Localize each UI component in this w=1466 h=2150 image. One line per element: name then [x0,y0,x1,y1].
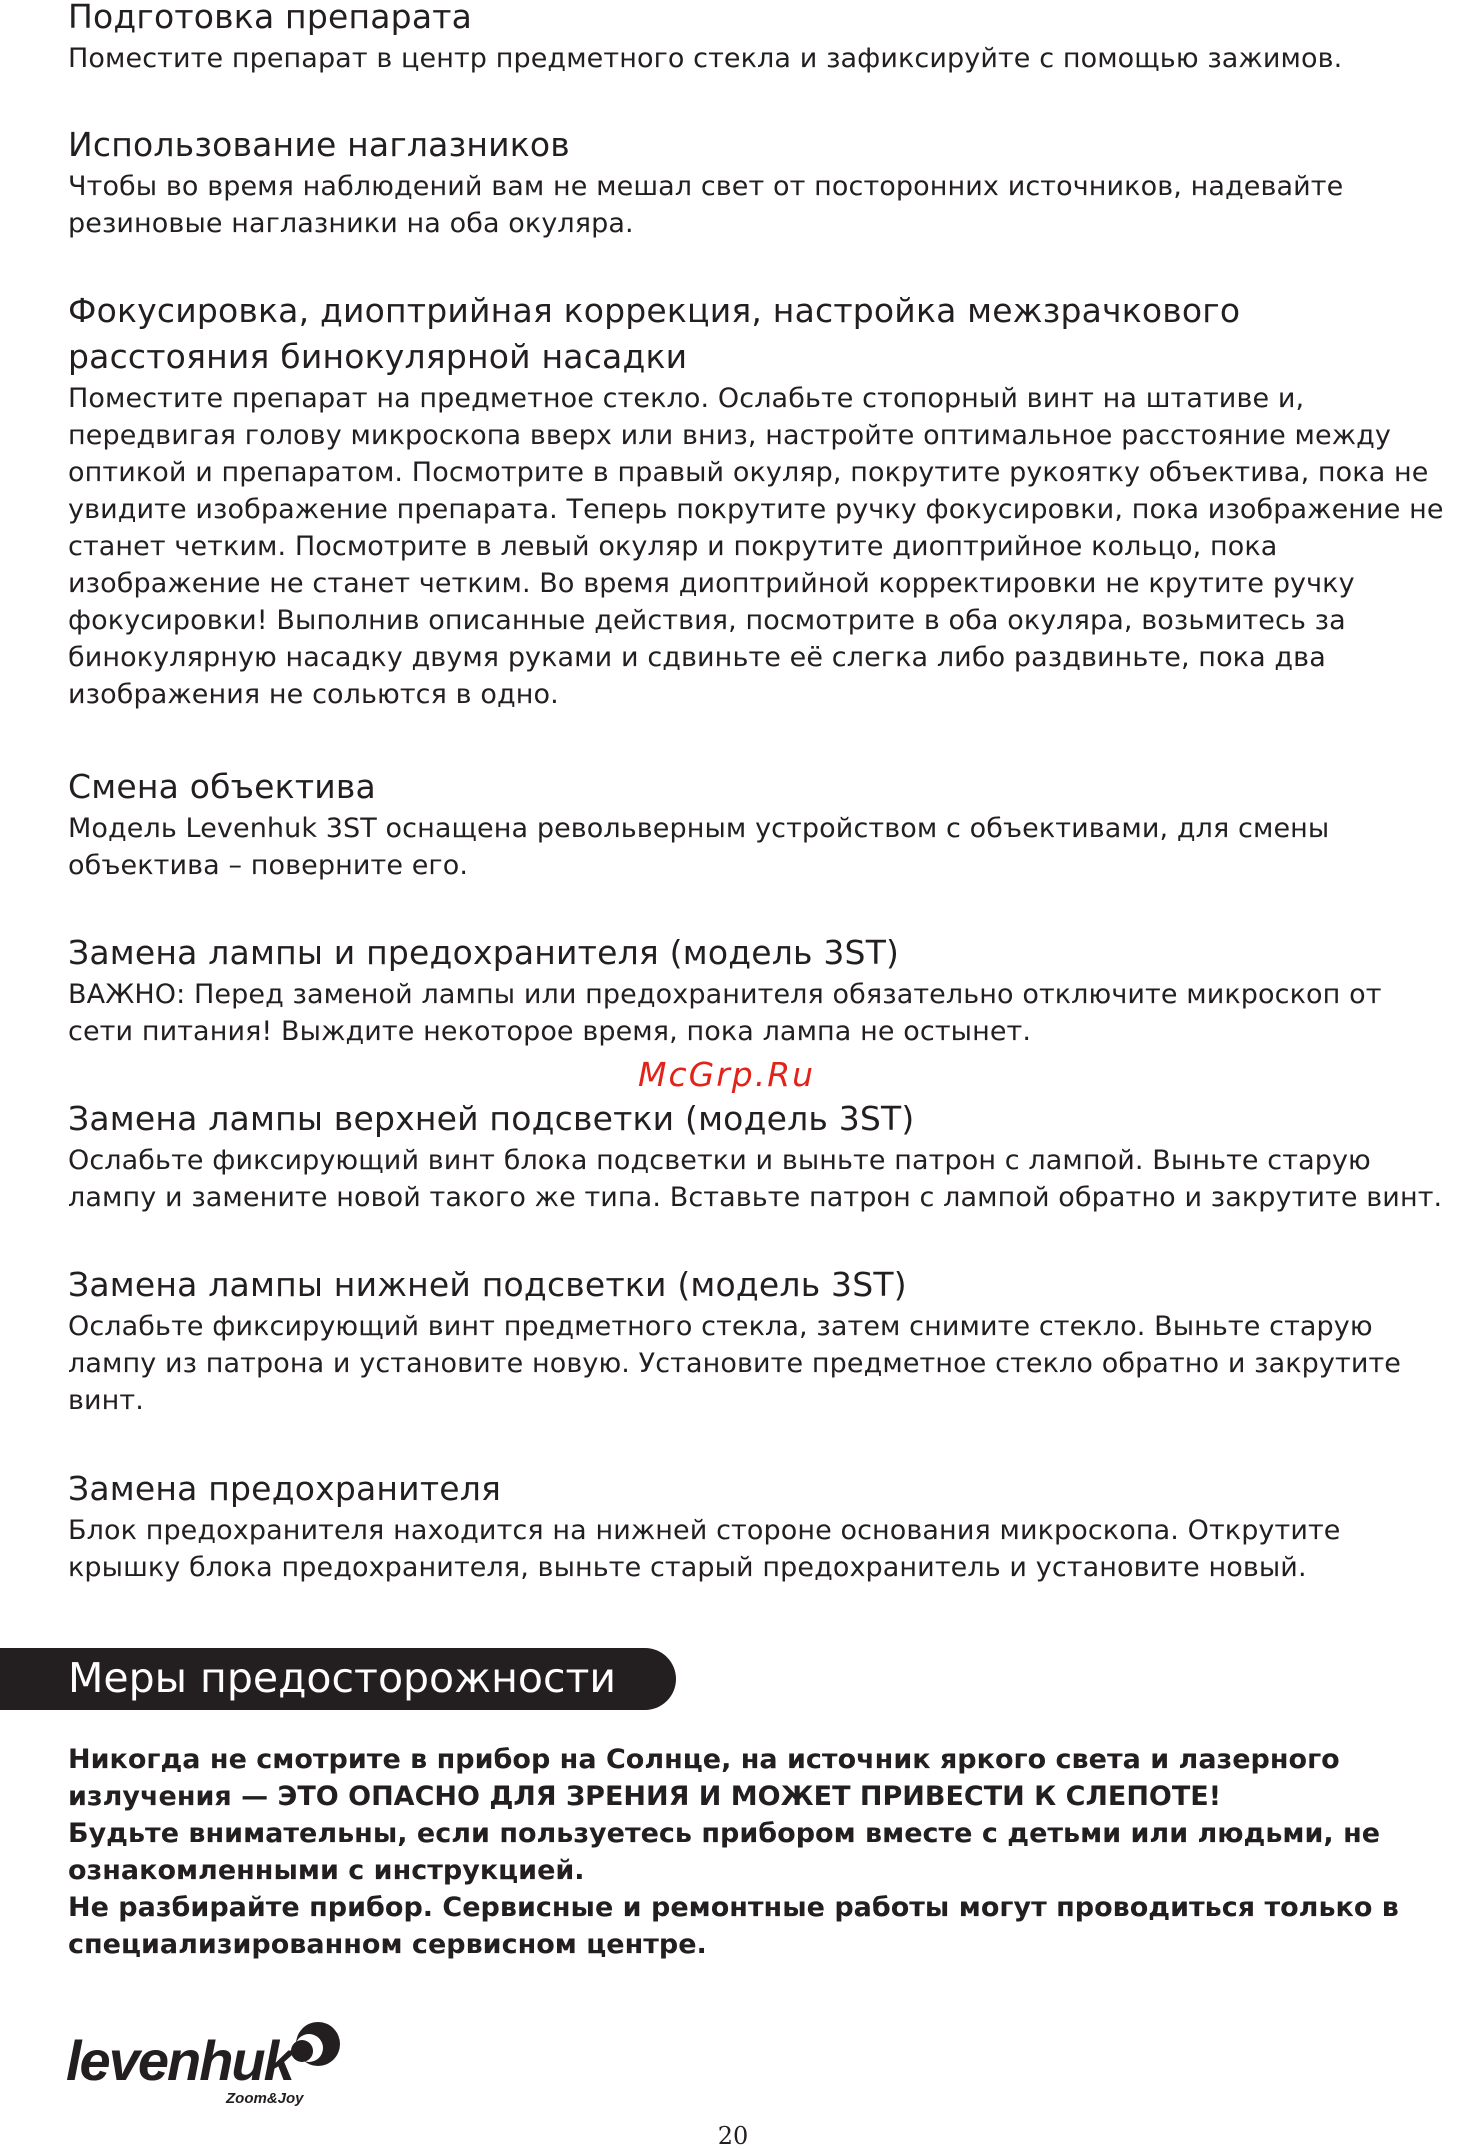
safety-title: Меры предосторожности [68,1654,617,1702]
logo-graphic [66,2018,348,2108]
safety-warnings [68,1741,1458,1963]
section-heading: Подготовка препарата [68,0,473,36]
section-heading: Использование наглазников [68,125,570,164]
safety-banner [0,1648,676,1710]
section-heading: Замена лампы верхней подсветки (модель 3ST) [68,1099,915,1138]
section-focusing [68,288,1458,713]
section-specimen-prep [68,0,1458,77]
section-heading: Фокусировка, диоптрийная коррекция, настройка межзрачкового расстояния бинокулярной насадки [68,291,1241,376]
section-body: Поместите препарат на предметное стекло. Ослабьте стопорный винт на штативе и, передвигая голову микроскопа вверх или вниз, настройте оптимальное расстояние между оптикой и препаратом. Посмотрите в правый окуляр, покрутите рукоятку объектива, пока не увидите изображение препарата. Теперь покрутите ручку фокусировки, пока изображение не станет четким. Посмотрите в левый окуляр и покрутите диоптрийное кольцо, пока изображение не станет четким. Во время диоптрийной корректировки не крутите ручку фокусировки! Выполнив описанные действия, посмотрите в оба окуляра, возьмитесь за бинокулярную насадку двумя руками и сдвиньте её слегка либо раздвиньте, пока два изображения не сольются в одно. [68,383,1444,710]
section-objective-change [68,764,1458,884]
section-eyecups [68,122,1458,242]
section-body: Блок предохранителя находится на нижней стороне основания микроскопа. Открутите крышку блока предохранителя, выньте старый предохранитель и установите новый. [68,1515,1341,1583]
levenhuk-logo [66,2018,348,2108]
logo-tagline: Zoom&Joy [226,2090,304,2107]
section-fuse-replacement [68,1466,1458,1586]
section-body: Чтобы во время наблюдений вам не мешал свет от посторонних источников, надевайте резиновые наглазники на оба окуляра. [68,171,1344,239]
section-heading: Замена лампы и предохранителя (модель 3ST) [68,933,900,972]
warning-item: Не разбирайте прибор. Сервисные и ремонтные работы могут проводиться только в специализированном сервисном центре. [68,1892,1399,1960]
section-body: Модель Levenhuk 3ST оснащена револьверным устройством с объективами, для смены объектива – поверните его. [68,813,1330,881]
section-body: Ослабьте фиксирующий винт предметного стекла, затем снимите стекло. Выньте старую лампу из патрона и установите новую. Установите предметное стекло обратно и закрутите винт. [68,1311,1402,1416]
section-body: ВАЖНО: Перед заменой лампы или предохранителя обязательно отключите микроскоп от сети питания! Выждите некоторое время, пока лампа не остынет. [68,979,1382,1047]
section-lower-lamp [68,1262,1458,1419]
warning-item: Никогда не смотрите в прибор на Солнце, на источник яркого света и лазерного излучения — ЭТО ОПАСНО ДЛЯ ЗРЕНИЯ И МОЖЕТ ПРИВЕСТИ К СЛЕПОТЕ! [68,1744,1340,1812]
section-heading: Замена предохранителя [68,1469,502,1508]
watermark: McGrp.Ru [638,1055,816,1094]
section-body: Ослабьте фиксирующий винт блока подсветки и выньте патрон с лампой. Выньте старую лампу и замените новой такого же типа. Вставьте патрон с лампой обратно и закрутите винт. [68,1145,1443,1213]
section-upper-lamp [68,1096,1458,1216]
page-number: 20 [717,2122,749,2150]
section-body: Поместите препарат в центр предметного стекла и зафиксируйте с помощью зажимов. [68,43,1343,74]
warning-item: Будьте внимательны, если пользуетесь прибором вместе с детьми или людьми, не ознакомленными с инструкцией. [68,1818,1381,1886]
section-heading: Смена объектива [68,767,376,806]
section-heading: Замена лампы нижней подсветки (модель 3ST) [68,1265,907,1304]
section-lamp-fuse [68,930,1458,1050]
logo-brand: levenhuk [66,2029,293,2092]
